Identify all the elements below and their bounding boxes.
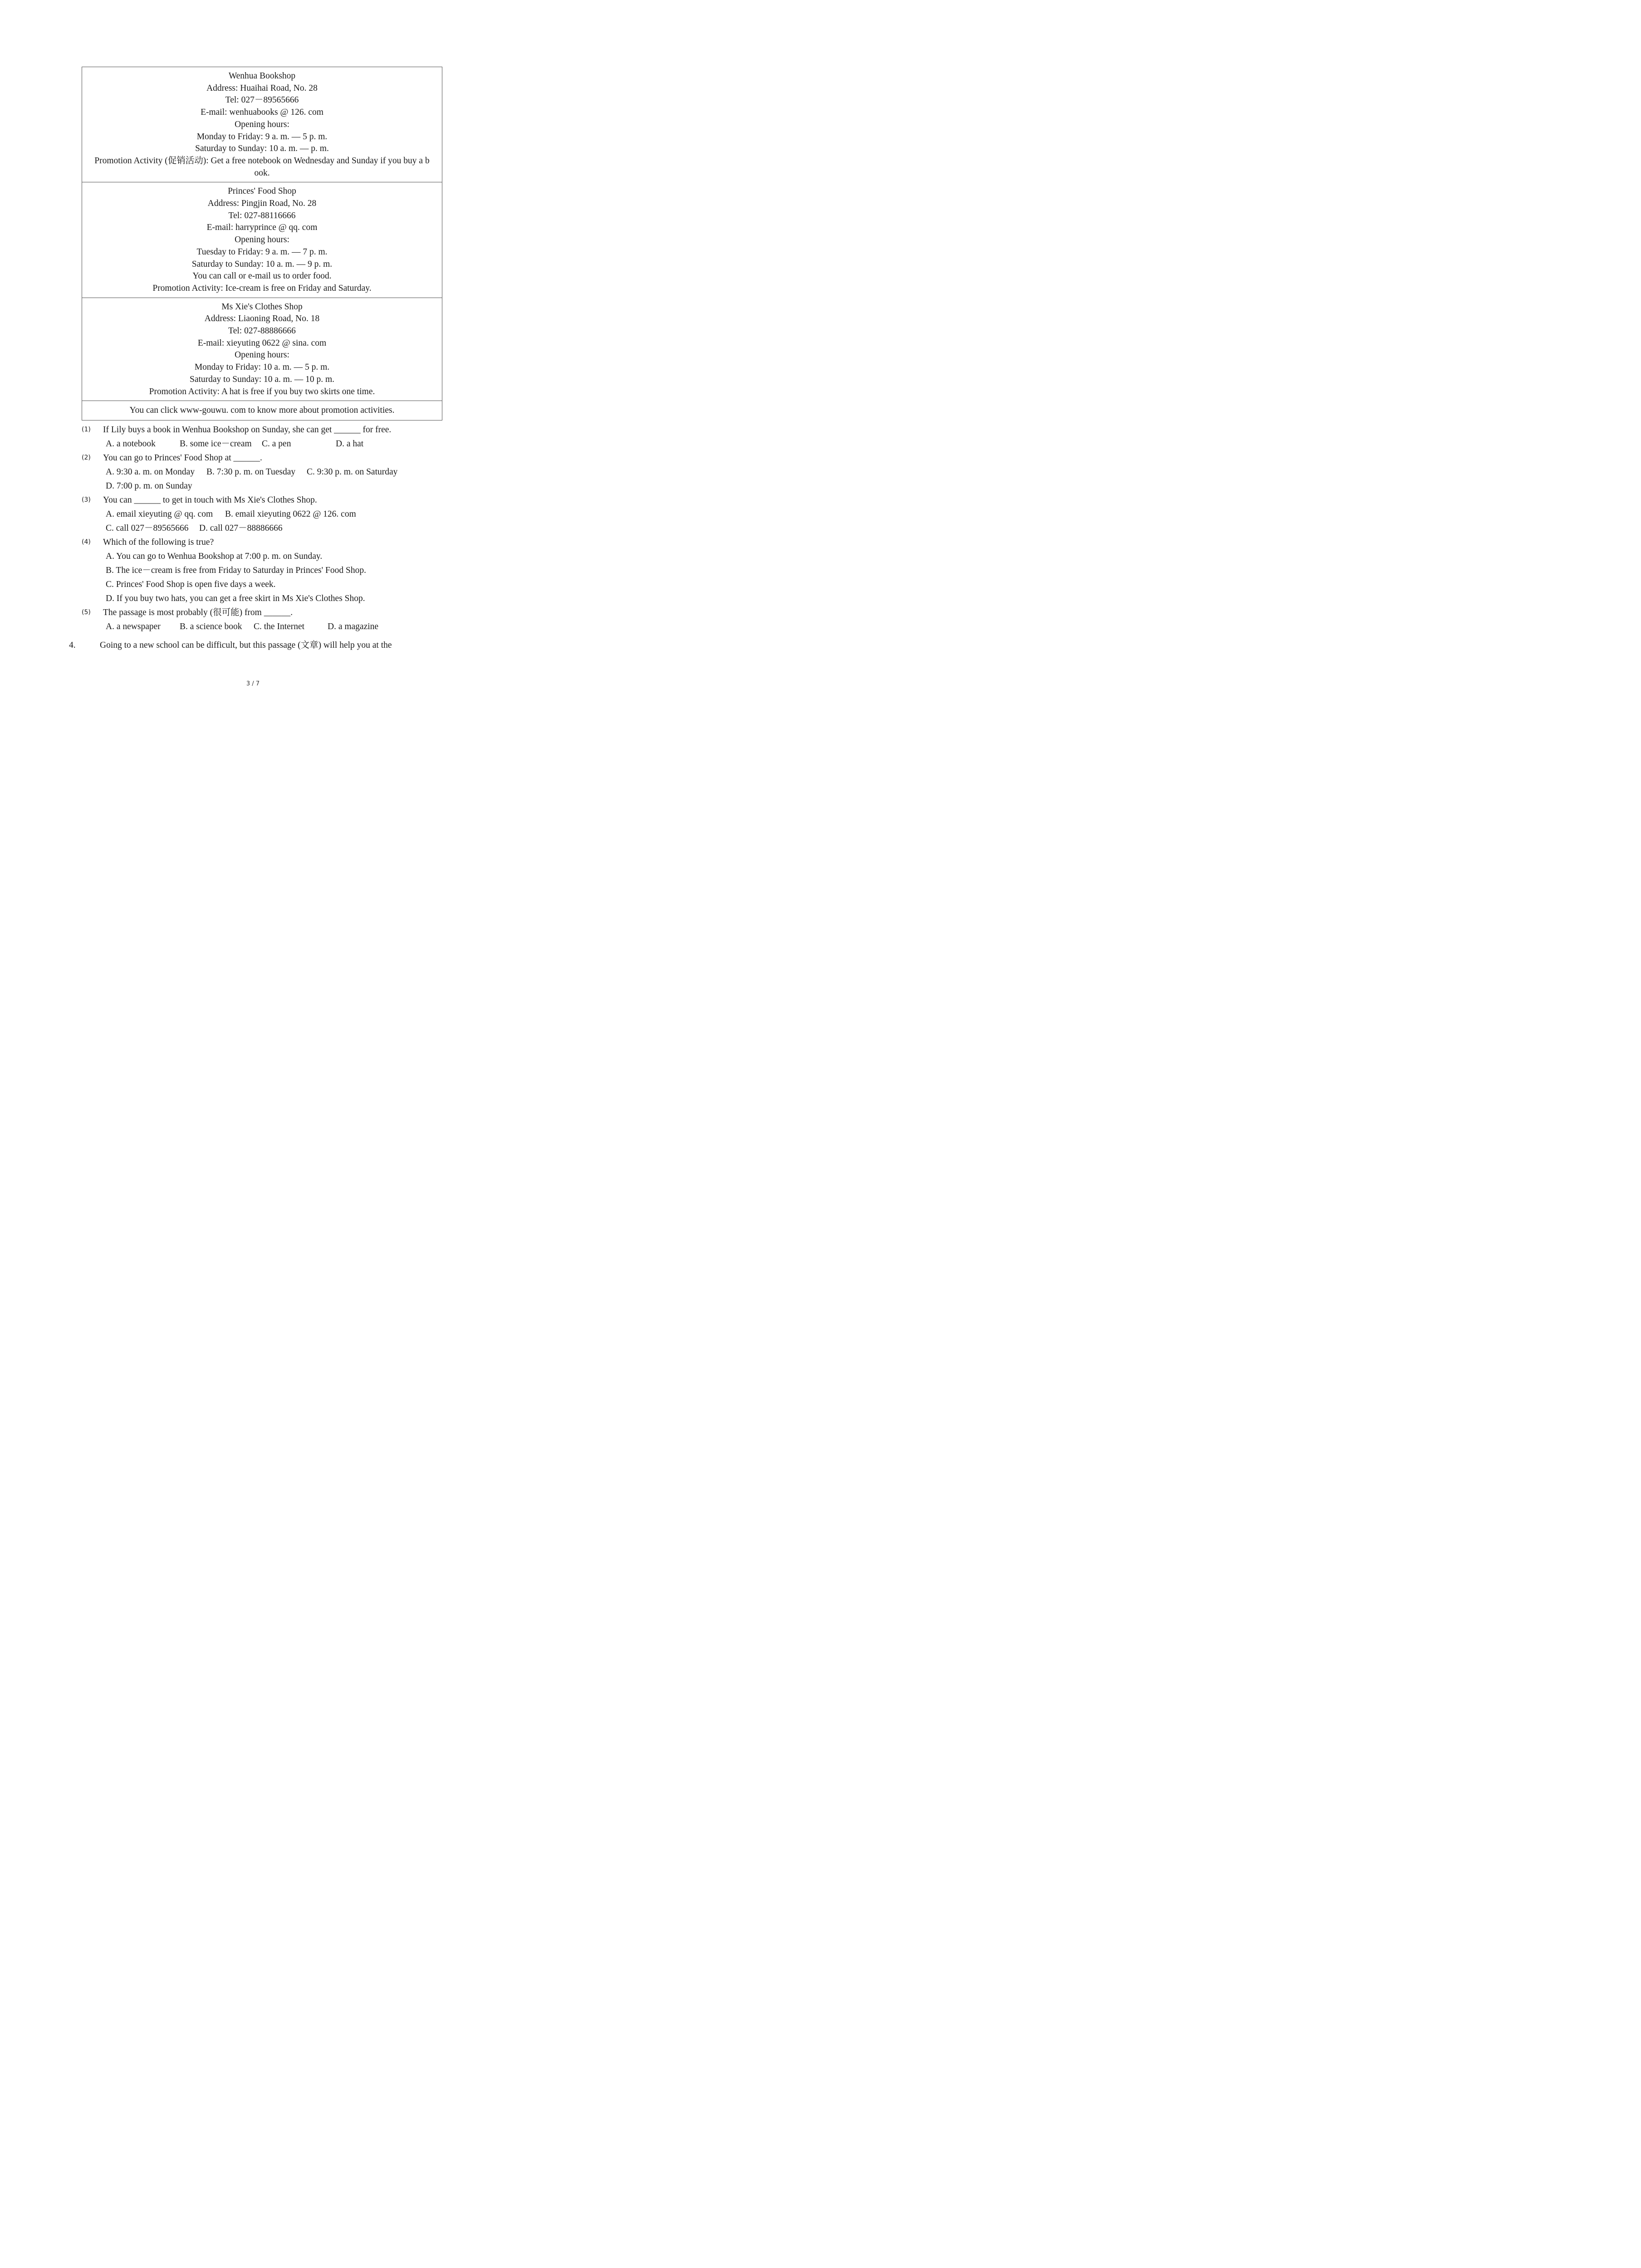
order-note: You can call or e-mail us to order food. (192, 271, 332, 281)
opening-hours-label: Opening hours: (235, 350, 289, 360)
shop-row-xie (82, 298, 442, 401)
shop-row-wenhua (82, 67, 442, 182)
hours-weekday: Monday to Friday: 9 a. m. — 5 p. m. (196, 132, 328, 142)
promotion-text: Promotion Activity: Ice-cream is free on Friday and Saturday. (152, 283, 372, 293)
opening-hours-label: Opening hours: (235, 119, 289, 129)
options-row (82, 465, 445, 479)
option-b[interactable]: B. some ice－cream (180, 439, 252, 449)
promotion-text: Promotion Activity: A hat is free if you buy two skirts one time. (149, 386, 375, 396)
hours-weekday: Tuesday to Friday: 9 a. m. — 7 p. m. (196, 247, 328, 257)
option-c[interactable]: C. a pen (262, 439, 291, 449)
option-b[interactable]: B. email xieyuting 0622 @ 126. com (225, 509, 356, 519)
question-number: (4) (82, 538, 91, 546)
options-row (82, 620, 445, 634)
option-d[interactable]: D. If you buy two hats, you can get a free skirt in Ms Xie's Clothes Shop. (106, 594, 365, 603)
options-row (82, 507, 445, 521)
question-4 (82, 535, 445, 549)
question-number: (2) (82, 454, 91, 461)
question-2 (82, 451, 445, 465)
shop-name: Wenhua Bookshop (228, 71, 296, 81)
option-c[interactable]: C. 9:30 p. m. on Saturday (307, 467, 398, 477)
footer-note-row (82, 401, 442, 420)
shop-address: Address: Huaihai Road, No. 28 (206, 83, 318, 93)
options-row (82, 563, 445, 577)
shop-row-princes (82, 182, 442, 298)
option-b[interactable]: B. a science book (180, 622, 242, 631)
option-a[interactable]: A. a newspaper (106, 622, 161, 631)
option-b[interactable]: B. 7:30 p. m. on Tuesday (206, 467, 296, 477)
shop-cell (82, 67, 442, 182)
promotion-text: Promotion Activity (促销活动): Get a free notebook on Wednesday and Sunday if you buy a b (94, 156, 430, 166)
question-number: (5) (82, 609, 91, 616)
options-row (82, 437, 445, 451)
hours-weekend: Saturday to Sunday: 10 a. m. — 10 p. m. (189, 374, 335, 384)
opening-hours-label: Opening hours: (235, 235, 289, 245)
question-3 (82, 493, 445, 507)
options-row (82, 479, 445, 493)
question-stem: You can go to Princes' Food Shop at ______. (103, 453, 262, 463)
shop-cell (82, 298, 442, 401)
question-5 (82, 606, 445, 620)
option-a[interactable]: A. a notebook (106, 439, 156, 449)
question-1 (82, 423, 445, 437)
option-b[interactable]: B. The ice－cream is free from Friday to Saturday in Princes' Food Shop. (106, 566, 366, 575)
shop-email: E-mail: wenhuabooks @ 126. com (201, 108, 323, 117)
options-row (82, 591, 445, 606)
options-row (82, 521, 445, 535)
question-number: (1) (82, 426, 91, 433)
shop-tel: Tel: 027-88886666 (228, 326, 296, 336)
question-stem: The passage is most probably (很可能) from ______. (103, 608, 293, 617)
promotion-text-cont: ook. (254, 168, 270, 178)
shop-address: Address: Liaoning Road, No. 18 (204, 314, 320, 324)
shop-info-table (82, 67, 442, 420)
option-a[interactable]: A. You can go to Wenhua Bookshop at 7:00 p. m. on Sunday. (106, 552, 323, 561)
shop-name: Princes' Food Shop (228, 186, 296, 196)
passage-intro: Going to a new school can be difficult, but this passage (文章) will help you at the (100, 640, 392, 650)
shop-tel: Tel: 027－89565666 (225, 95, 299, 105)
shop-tel: Tel: 027-88116666 (228, 210, 296, 220)
shop-email: E-mail: xieyuting 0622 @ sina. com (197, 338, 327, 348)
page-number: 3 / 7 (246, 680, 260, 687)
option-a[interactable]: A. email xieyuting @ qq. com (106, 509, 213, 519)
question-stem: You can ______ to get in touch with Ms Xie's Clothes Shop. (103, 495, 317, 505)
question-stem: If Lily buys a book in Wenhua Bookshop on Sunday, she can get ______ for free. (103, 425, 392, 435)
option-d[interactable]: D. 7:00 p. m. on Sunday (106, 481, 192, 491)
shop-name: Ms Xie's Clothes Shop (221, 302, 303, 312)
question-list (82, 423, 445, 634)
option-d[interactable]: D. a magazine (328, 622, 379, 631)
option-a[interactable]: A. 9:30 a. m. on Monday (106, 467, 195, 477)
options-row (82, 577, 445, 591)
footer-note: You can click www-gouwu. com to know more about promotion activities. (82, 401, 442, 420)
hours-weekday: Monday to Friday: 10 a. m. — 5 p. m. (194, 362, 330, 372)
options-row (82, 549, 445, 563)
option-c[interactable]: C. Princes' Food Shop is open five days a week. (106, 580, 276, 589)
option-d[interactable]: D. call 027－88886666 (199, 523, 283, 533)
shop-email: E-mail: harryprince @ qq. com (206, 223, 318, 233)
shop-address: Address: Pingjin Road, No. 28 (207, 199, 317, 209)
question-number: (3) (82, 496, 91, 503)
option-c[interactable]: C. call 027－89565666 (106, 523, 189, 533)
hours-weekend: Saturday to Sunday: 10 a. m. — 9 p. m. (191, 259, 333, 269)
question-stem: Which of the following is true? (103, 538, 214, 547)
option-c[interactable]: C. the Internet (254, 622, 305, 631)
question-number: 4. (69, 640, 76, 650)
option-d[interactable]: D. a hat (336, 439, 364, 449)
hours-weekend: Saturday to Sunday: 10 a. m. — p. m. (195, 144, 329, 154)
shop-cell (82, 182, 442, 298)
